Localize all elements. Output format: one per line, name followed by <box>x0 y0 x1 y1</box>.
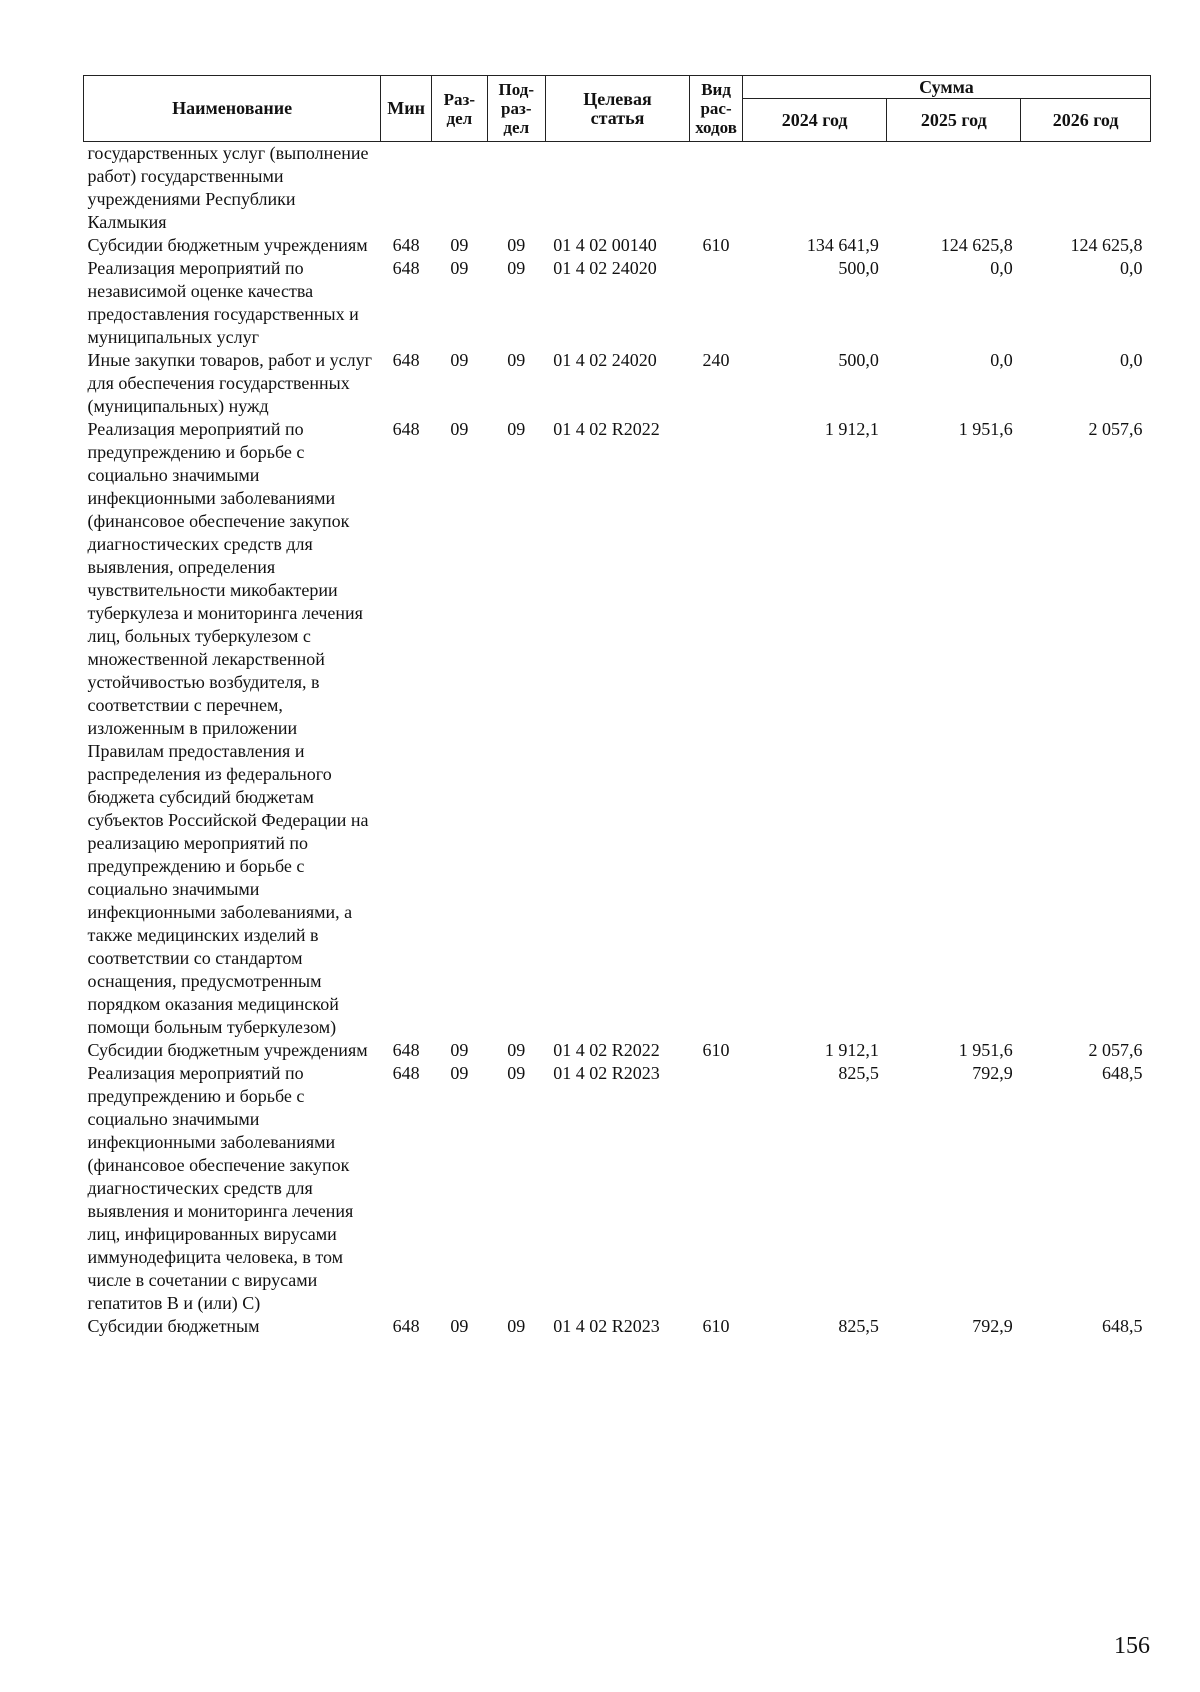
row-sum-2024: 825,5 <box>838 1316 879 1336</box>
row-sum-2026: 0,0 <box>1120 350 1143 370</box>
row-min: 648 <box>392 419 420 439</box>
row-podrazdel: 09 <box>507 1316 526 1336</box>
row-sum-2025: 0,0 <box>990 258 1013 278</box>
row-name: Иные закупки товаров, работ и услуг для обеспечения государственных (муниципальных) нужд <box>87 350 372 416</box>
row-name: Субсидии бюджетным <box>87 1316 260 1336</box>
row-sum-2026: 124 625,8 <box>1070 235 1143 255</box>
row-name: Реализация мероприятий по предупреждению и борьбе с социально значимыми инфекционными заболеваниями (финансовое обеспечение закупок диагностических средств для выявления и мониторинга лечения лиц, инфицированных вирусами иммунодефицита человека, в том числе в сочетании с вирусами гепатитов B и (или) C) <box>87 1063 354 1313</box>
row-vid <box>690 1062 743 1315</box>
row-razdel: 09 <box>450 258 469 278</box>
table-body <box>84 142 1151 1339</box>
row-podrazdel: 09 <box>507 350 526 370</box>
row-razdel: 09 <box>450 235 469 255</box>
row-vid: 610 <box>702 1316 730 1336</box>
row-target <box>545 142 689 235</box>
row-sum-2026: 2 057,6 <box>1088 419 1143 439</box>
row-sum-2024: 1 912,1 <box>824 1040 879 1060</box>
row-sum-2025: 1 951,6 <box>958 1040 1013 1060</box>
row-min: 648 <box>392 258 420 278</box>
row-target: 01 4 02 R2022 <box>553 419 660 439</box>
row-vid: 610 <box>702 1040 730 1060</box>
row-target: 01 4 02 00140 <box>553 235 657 255</box>
row-podrazdel: 09 <box>507 258 526 278</box>
row-name: Реализация мероприятий по независимой оценке качества предоставления государственных и муниципальных услуг <box>87 258 359 347</box>
row-sum-2026: 648,5 <box>1102 1063 1143 1083</box>
row-target: 01 4 02 24020 <box>553 258 657 278</box>
row-name: Реализация мероприятий по предупреждению и борьбе с социально значимыми инфекционными заболеваниями (финансовое обеспечение закупок диагностических средств для выявления, определения чувствительности микобактерии туберкулеза и мониторинга лечения лиц, больных туберкулезом с множественной лекарственной устойчивостью возбудителя, в соответствии с перечнем, изложенным в приложении Правилам предоставления и распределения из федерального бюджета субсидий бюджетам субъектов Российской Федерации на реализацию мероприятий по предупреждению и борьбе с социально значимыми инфекционными заболеваниями, а также медицинских изделий в соответствии со стандартом оснащения, предусмотренным порядком оказания медицинской помощи больным туберкулезом) <box>87 419 369 1037</box>
row-sum-2026: 2 057,6 <box>1088 1040 1143 1060</box>
row-sum-2025: 124 625,8 <box>940 235 1013 255</box>
row-vid <box>690 142 743 235</box>
header-name: Наименование <box>84 76 381 142</box>
row-sum-2026: 0,0 <box>1120 258 1143 278</box>
header-vid: Вид рас- ходов <box>690 76 743 142</box>
row-target: 01 4 02 24020 <box>553 350 657 370</box>
page-number: 156 <box>1114 1633 1150 1659</box>
row-podrazdel: 09 <box>507 419 526 439</box>
row-razdel: 09 <box>450 1316 469 1336</box>
budget-table <box>83 75 1151 1338</box>
table-row <box>84 418 1151 1039</box>
row-name: государственных услуг (выполнение работ) государственными учреждениями Республики Калмыкия <box>87 143 369 232</box>
row-sum-2025: 792,9 <box>972 1316 1013 1336</box>
row-min <box>381 142 432 235</box>
row-sum-2024: 134 641,9 <box>806 235 879 255</box>
row-min: 648 <box>392 350 420 370</box>
row-target: 01 4 02 R2022 <box>553 1040 660 1060</box>
header-summa: Сумма <box>742 76 1150 99</box>
row-min: 648 <box>392 1063 420 1083</box>
row-name: Субсидии бюджетным учреждениям <box>87 235 368 255</box>
header-year-2024: 2024 год <box>742 99 886 142</box>
row-vid: 240 <box>702 350 730 370</box>
table-row <box>84 1039 1151 1062</box>
table-row <box>84 1062 1151 1315</box>
table-row <box>84 349 1151 418</box>
row-sum-2025: 792,9 <box>972 1063 1013 1083</box>
row-sum-2025: 0,0 <box>990 350 1013 370</box>
row-sum-2026: 648,5 <box>1102 1316 1143 1336</box>
row-podrazdel <box>487 142 545 235</box>
row-vid <box>690 418 743 1039</box>
table-row <box>84 142 1151 235</box>
row-podrazdel: 09 <box>507 235 526 255</box>
row-razdel <box>431 142 487 235</box>
table-row <box>84 1315 1151 1338</box>
header-target: Целевая статья <box>545 76 689 142</box>
row-razdel: 09 <box>450 1063 469 1083</box>
row-podrazdel: 09 <box>507 1040 526 1060</box>
row-razdel: 09 <box>450 350 469 370</box>
row-min: 648 <box>392 1316 420 1336</box>
header-min: Мин <box>381 76 432 142</box>
table-header <box>84 76 1151 142</box>
row-name: Субсидии бюджетным учреждениям <box>87 1040 368 1060</box>
header-razdel: Раз- дел <box>431 76 487 142</box>
row-vid: 610 <box>702 235 730 255</box>
row-target: 01 4 02 R2023 <box>553 1063 660 1083</box>
row-sum-2024: 1 912,1 <box>824 419 879 439</box>
header-year-2026: 2026 год <box>1021 99 1151 142</box>
row-target: 01 4 02 R2023 <box>553 1316 660 1336</box>
row-sum-2024: 825,5 <box>838 1063 879 1083</box>
table-row <box>84 234 1151 257</box>
row-min: 648 <box>392 1040 420 1060</box>
header-podrazdel: Под- раз- дел <box>487 76 545 142</box>
row-vid <box>690 257 743 349</box>
row-sum-2025: 1 951,6 <box>958 419 1013 439</box>
row-razdel: 09 <box>450 1040 469 1060</box>
header-year-2025: 2025 год <box>887 99 1021 142</box>
row-sum-2024 <box>742 142 886 235</box>
row-podrazdel: 09 <box>507 1063 526 1083</box>
row-sum-2026 <box>1021 142 1151 235</box>
row-razdel: 09 <box>450 419 469 439</box>
table-row <box>84 257 1151 349</box>
row-sum-2025 <box>887 142 1021 235</box>
row-min: 648 <box>392 235 420 255</box>
row-sum-2024: 500,0 <box>838 258 879 278</box>
row-sum-2024: 500,0 <box>838 350 879 370</box>
